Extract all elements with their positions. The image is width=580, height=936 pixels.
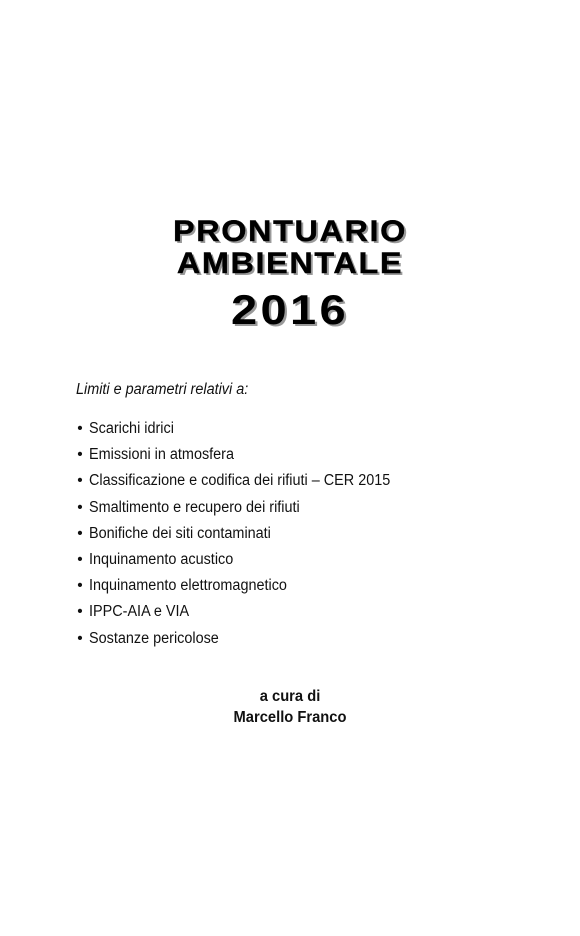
editor-credit (0, 686, 580, 728)
topic-label: Inquinamento acustico (89, 550, 234, 568)
topic-label: Bonifiche dei siti contaminati (89, 524, 271, 542)
credit-prefix: a cura di (259, 688, 321, 705)
topic-label: Scarichi idrici (89, 420, 174, 437)
title-line-2: AMBIENTALE (176, 247, 404, 280)
intro-text: Limiti e parametri relativi a: (76, 381, 249, 398)
bullet-icon: • (77, 550, 83, 568)
title-year: 2016 (230, 286, 350, 333)
topic-label: Classificazione e codifica dei rifiuti – CER 2015 (89, 472, 391, 490)
bullet-icon: • (77, 498, 83, 516)
bullet-icon: • (77, 420, 83, 437)
bullet-icon: • (77, 629, 83, 647)
author-name: Marcello Franco (233, 709, 347, 726)
topic-label: Inquinamento elettromagnetico (89, 577, 287, 595)
topic-label: IPPC-AIA e VIA (89, 603, 190, 621)
title-line-1: PRONTUARIO (172, 215, 407, 248)
topic-label: Sostanze pericolose (89, 629, 219, 647)
topic-label: Emissioni in atmosfera (89, 446, 235, 464)
topic-label: Smaltimento e recupero dei rifiuti (89, 498, 300, 516)
bullet-icon: • (77, 577, 83, 595)
bullet-icon: • (77, 524, 83, 542)
bullet-icon: • (77, 603, 83, 621)
bullet-icon: • (77, 472, 83, 490)
bullet-icon: • (77, 446, 83, 464)
book-title (0, 216, 580, 332)
